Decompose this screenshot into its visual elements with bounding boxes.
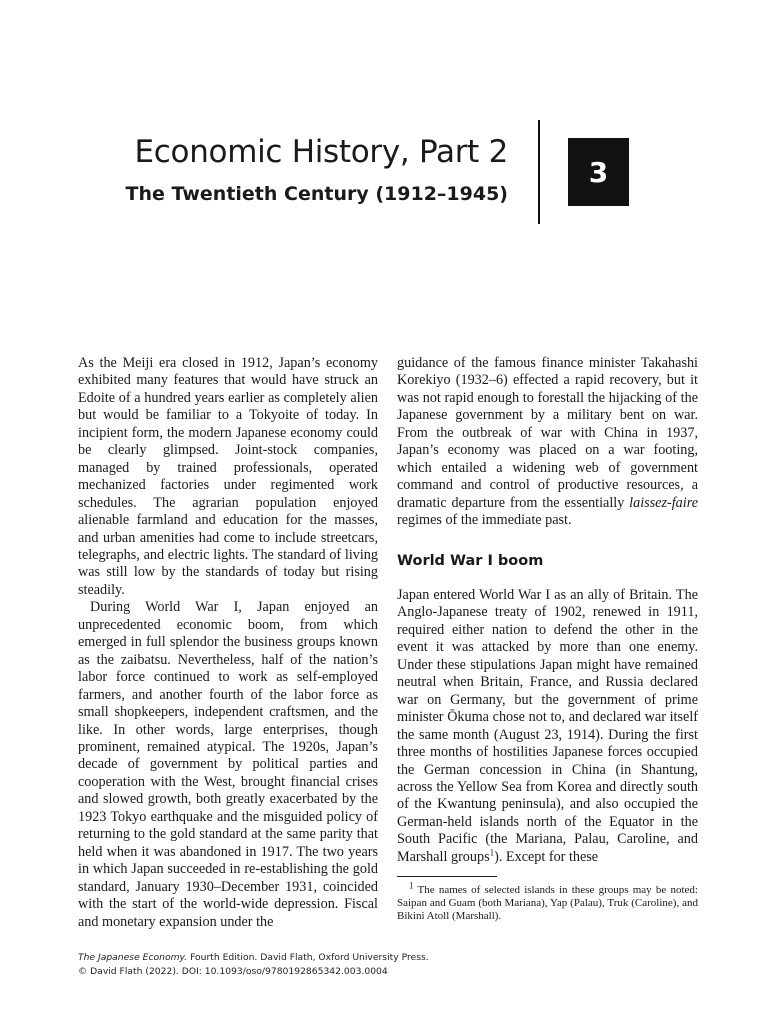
credit-line-1: The Japanese Economy. Fourth Edition. David Flath, Oxford University Press. — [78, 952, 429, 963]
header-divider — [538, 120, 540, 224]
chapter-number-badge — [568, 138, 629, 206]
italic-term: laissez-faire — [629, 494, 698, 511]
chapter-header — [0, 0, 768, 240]
footnote-reference[interactable]: 1 — [489, 847, 495, 858]
publication-credit — [78, 951, 429, 979]
paragraph: Japan entered World War I as an ally of Britain. The Anglo-Japanese treaty of 1902, renewed in 1911, required either nation to defend the other in the event it was attacked by more than one enemy. Under these stipulations Japan might have remained neutral when Britain, France, and Russia declared war on Germany, but the government of prime minister Ōkuma chose not to, and declared war itself the same month (August 23, 1914). During the first three months of hostilities Japanese forces occupied the German concession in China (in Shantung, across the Yellow Sea from Korea and directly south of the Kwantung peninsula), and also occupied the German-held islands north of the Equator in the South Pacific (the Mariana, Palau, Caroline, and Marshall groups$^1$). Except for these — [397, 586, 698, 865]
footnote: $^1$ The names of selected islands in these groups may be noted: Saipan and Guam (both Mariana), Yap (Palau), Truk (Caroline), and Bikini Atoll (Marshall). — [397, 880, 698, 923]
chapter-number: 3 — [588, 155, 609, 189]
paragraph: As the Meiji era closed in 1912, Japan’s economy exhibited many features that would have struck an Edoite of a hundred years earlier as completely alien but would be familiar to a Tokyoite of today. In incipient form, the modern Japanese economy could be clearly glimpsed. Joint-stock companies, managed by trained professionals, operated mechanized factories under regimented work schedules. The agrarian population enjoyed alienable farmland and education for the masses, and urban amenities had come to include streetcars, telegraphs, and electric lights. The standard of living was still low by the standards of today but rising steadily. — [78, 355, 378, 598]
credit-line-2: © David Flath (2022). DOI: 10.1093/oso/9780192865342.003.0004 — [78, 966, 388, 977]
book-title: The Japanese Economy. — [78, 952, 188, 963]
right-column — [397, 355, 698, 923]
section-heading: World War I boom — [397, 552, 544, 569]
footnote-divider — [397, 876, 497, 877]
footnote-marker: 1 — [409, 880, 414, 891]
paragraph: During World War I, Japan enjoyed an unprecedented economic boom, from which emerged in full splendor the business groups known as the zaibatsu. Nevertheless, half of the nation’s labor force continued to work as self-employed farmers, and another fourth of the labor force as small shopkeepers, independent craftsmen, and the like. In other words, large enterprises, though prominent, remained atypical. The 1920s, Japan’s decade of government by political parties and cooperation with the West, brought financial crises and slowed growth, both greatly exacerbated by the 1923 Tokyo earthquake and the misguided policy of returning to the gold standard at the same parity that held when it was abandoned in 1917. The two years in which Japan succeeded in re-establishing the gold standard, January 1930–December 1931, coincided with the start of the world-wide depression. Fiscal and monetary expansion under the — [78, 599, 378, 930]
chapter-title: Economic History, Part 2 — [134, 134, 508, 170]
chapter-subtitle: The Twentieth Century (1912–1945) — [125, 183, 508, 205]
left-column — [78, 355, 378, 931]
paragraph: guidance of the famous finance minister Takahashi Korekiyo (1932–6) effected a rapid recovery, but it was not rapid enough to forestall the hijacking of the Japanese government by a military bent on war. From the outbreak of war with China in 1937, Japan’s economy was placed on a war footing, which entailed a widening web of government command and control of productive resources, a dramatic departure from the essentially laissez-faire regimes of the immediate past. — [397, 355, 698, 529]
